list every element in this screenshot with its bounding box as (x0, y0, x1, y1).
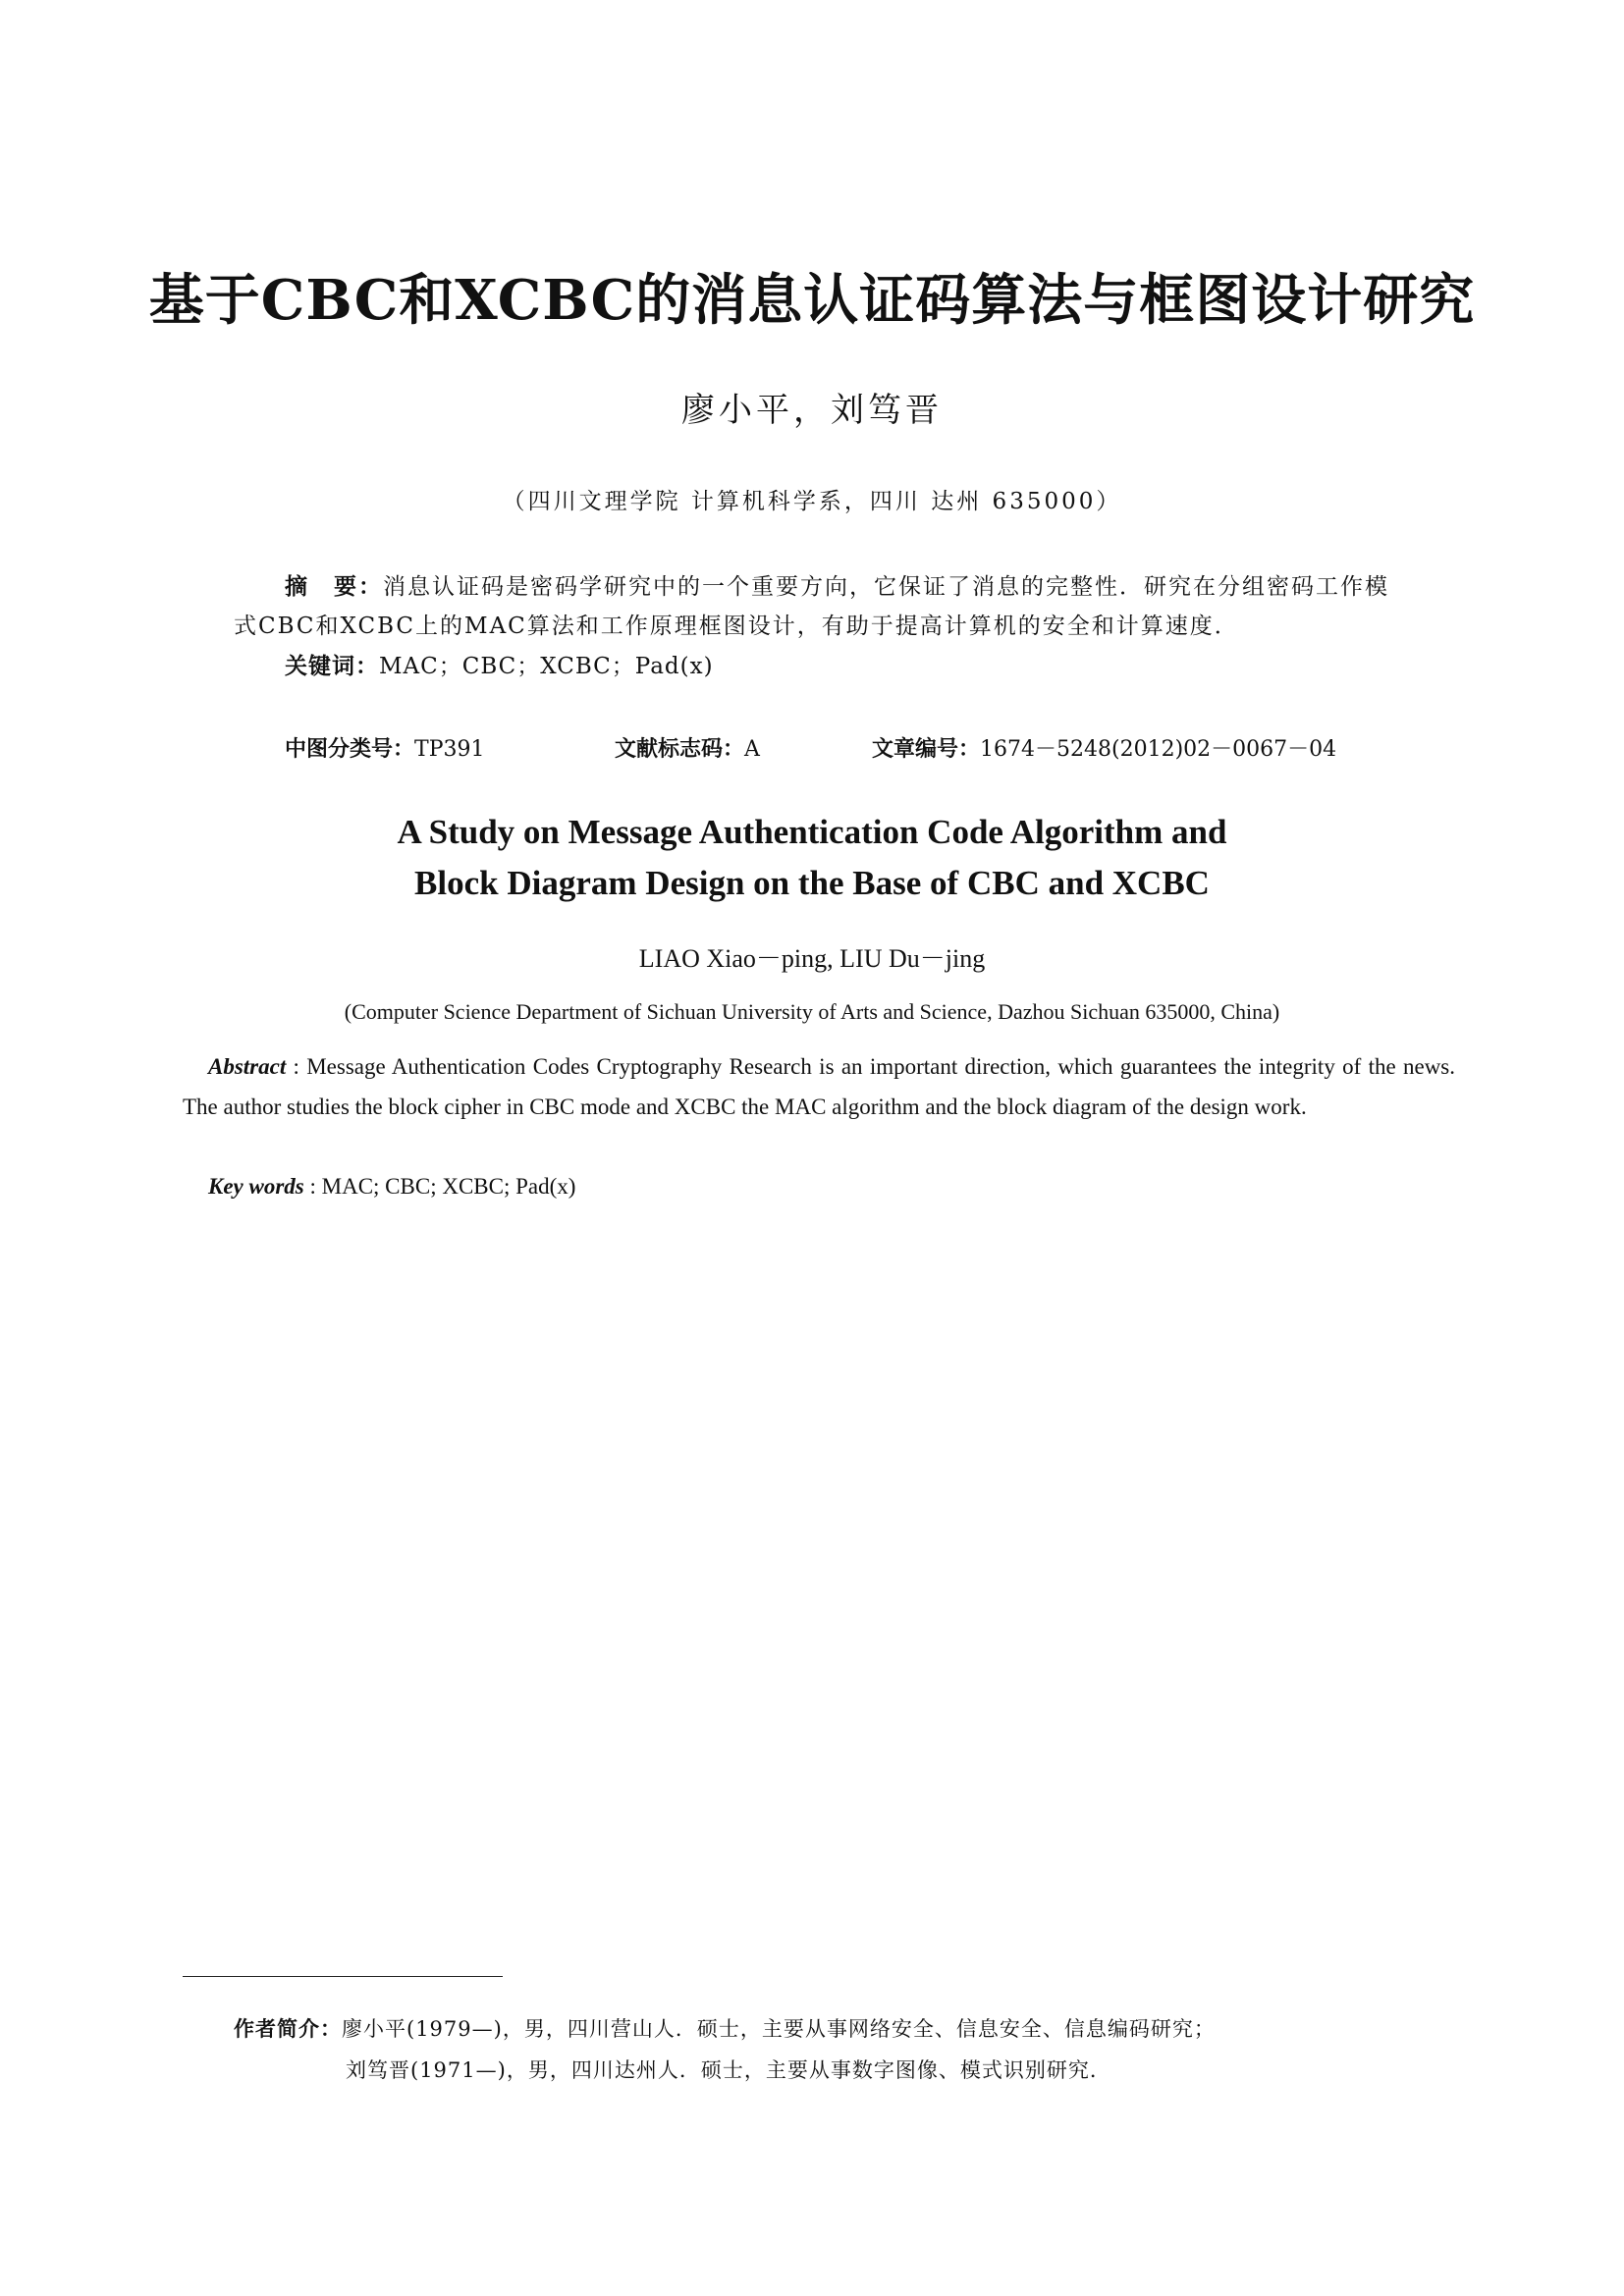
article-number (872, 732, 1336, 763)
chinese-abstract-text: 消息认证码是密码学研究中的一个重要方向，它保证了消息的完整性．研究在分组密码工作模式CBC和XCBC上的MAC算法和工作原理框图设计，有助于提高计算机的安全和计算速度． (234, 574, 1389, 639)
author-footnote (234, 2008, 1412, 2091)
chinese-keywords (285, 648, 714, 680)
chinese-authors: 廖小平，刘笃晋 (681, 391, 943, 430)
clc-number (285, 732, 484, 763)
english-title-line-2: Block Diagram Design on the Base of CBC and XCBC (414, 864, 1210, 902)
footnote-label: 作者简介： (234, 2017, 342, 2041)
chinese-affiliation: （四川文理学院 计算机科学系，四川 达州 635000） (502, 489, 1122, 514)
english-abstract: Abstract : Message Authentication Codes Cryptography Research is an important direction, which guarantees the integrity of the news. The author studies the block cipher in CBC mode and XCBC the MAC algorithm and the block diagram of the design work. (183, 1054, 1455, 1119)
english-abstract-text: Message Authentication Codes Cryptography Research is an important direction, which guarantees the integrity of the news. The author studies the block cipher in CBC mode and XCBC the MAC algorithm and the block diagram of the design work. (183, 1054, 1455, 1119)
clc-value: TP391 (414, 737, 485, 762)
english-affiliation: (Computer Science Department of Sichuan University of Arts and Science, Dazhou Sichuan 635000, China) (344, 999, 1280, 1024)
english-title-line-1: A Study on Message Authentication Code Algorithm and (397, 813, 1227, 851)
clc-label: 中图分类号： (285, 737, 415, 762)
chinese-title: 基于CBC和XCBC的消息认证码算法与框图设计研究 (148, 268, 1476, 333)
document-code (615, 732, 760, 763)
chinese-abstract (234, 567, 1402, 646)
english-keywords-text: MAC; CBC; XCBC; Pad(x) (321, 1174, 576, 1199)
chinese-keywords-label: 关键词： (285, 654, 379, 679)
english-keywords: Key words : MAC; CBC; XCBC; Pad(x) (208, 1174, 576, 1199)
footnote-line-2: 刘笃晋(1971—)，男，四川达州人．硕士，主要从事数字图像、模式识别研究． (346, 2058, 1111, 2082)
document-code-label: 文献标志码： (615, 737, 745, 762)
english-title (0, 807, 1624, 909)
article-number-label: 文章编号： (872, 737, 981, 762)
english-abstract-label: Abstract (208, 1054, 287, 1079)
english-authors: LIAO Xiao－ping, LIU Du－jing (638, 944, 986, 973)
footnote-divider (183, 1976, 503, 1977)
chinese-abstract-label: 摘 要： (285, 574, 383, 600)
document-code-value: A (744, 737, 760, 762)
english-keywords-label: Key words (208, 1174, 304, 1199)
chinese-keywords-text: MAC；CBC；XCBC；Pad(x) (379, 654, 714, 679)
article-number-value: 1674－5248(2012)02－0067－04 (980, 737, 1337, 762)
footnote-line-1: 廖小平(1979—)，男，四川营山人．硕士，主要从事网络安全、信息安全、信息编码研究； (342, 2017, 1216, 2041)
